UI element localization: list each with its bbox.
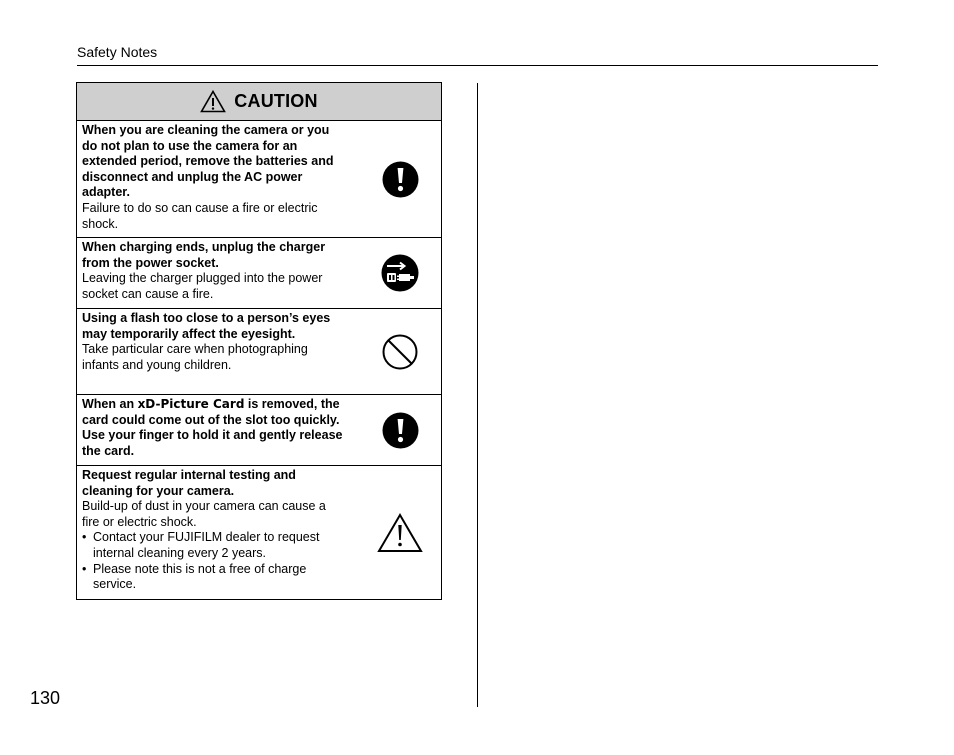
caution-row-internal-testing: [77, 466, 441, 599]
mandatory-action-icon: [382, 412, 419, 449]
header-rule: [77, 65, 878, 66]
caution-row-flash: [77, 309, 441, 395]
row-heading: When an xD-Picture Card is removed, the card could come out of the slot too quickly. Use your finger to hold it and gently release the card.: [82, 397, 343, 458]
warning-triangle-icon: [200, 90, 226, 113]
caution-box: [76, 82, 442, 600]
row-heading: Request regular internal testing and cleaning for your camera.: [82, 468, 296, 498]
row-body: Failure to do so can cause a fire or electric shock.: [82, 200, 318, 231]
bullet-list: [82, 530, 344, 592]
caution-title: CAUTION: [234, 91, 318, 111]
xd-card-brand: xD-Picture Card: [137, 397, 245, 411]
mandatory-action-icon: [382, 161, 419, 198]
prohibited-icon: [381, 333, 419, 371]
warning-triangle-icon: [377, 513, 423, 553]
caution-row-cleaning: [77, 121, 441, 238]
row-heading: Using a flash too close to a person’s eyes may temporarily affect the eyesight.: [82, 311, 331, 341]
row-body: Build-up of dust in your camera can cause a fire or electric shock.: [82, 499, 326, 529]
row-body: Leaving the charger plugged into the power socket can cause a fire.: [82, 271, 323, 301]
row-heading: When charging ends, unplug the charger from the power socket.: [82, 240, 326, 270]
caution-row-charger: [77, 238, 441, 309]
column-divider: [477, 83, 478, 707]
row-body: Take particular care when photographing infants and young children.: [82, 342, 308, 372]
row-heading: When you are cleaning the camera or you do not plan to use the camera for an extended period, remove the batteries and disconnect and unplug the AC power adapter.: [82, 123, 334, 200]
caution-row-xd-card: [77, 395, 441, 466]
list-item: • Please note this is not a free of charge service.: [82, 562, 344, 593]
unplug-icon: [381, 254, 419, 292]
page-number: 130: [30, 688, 61, 708]
caution-header: [77, 83, 441, 121]
list-item: • Contact your FUJIFILM dealer to request internal cleaning every 2 years.: [82, 530, 344, 561]
section-label: Safety Notes: [77, 44, 158, 60]
